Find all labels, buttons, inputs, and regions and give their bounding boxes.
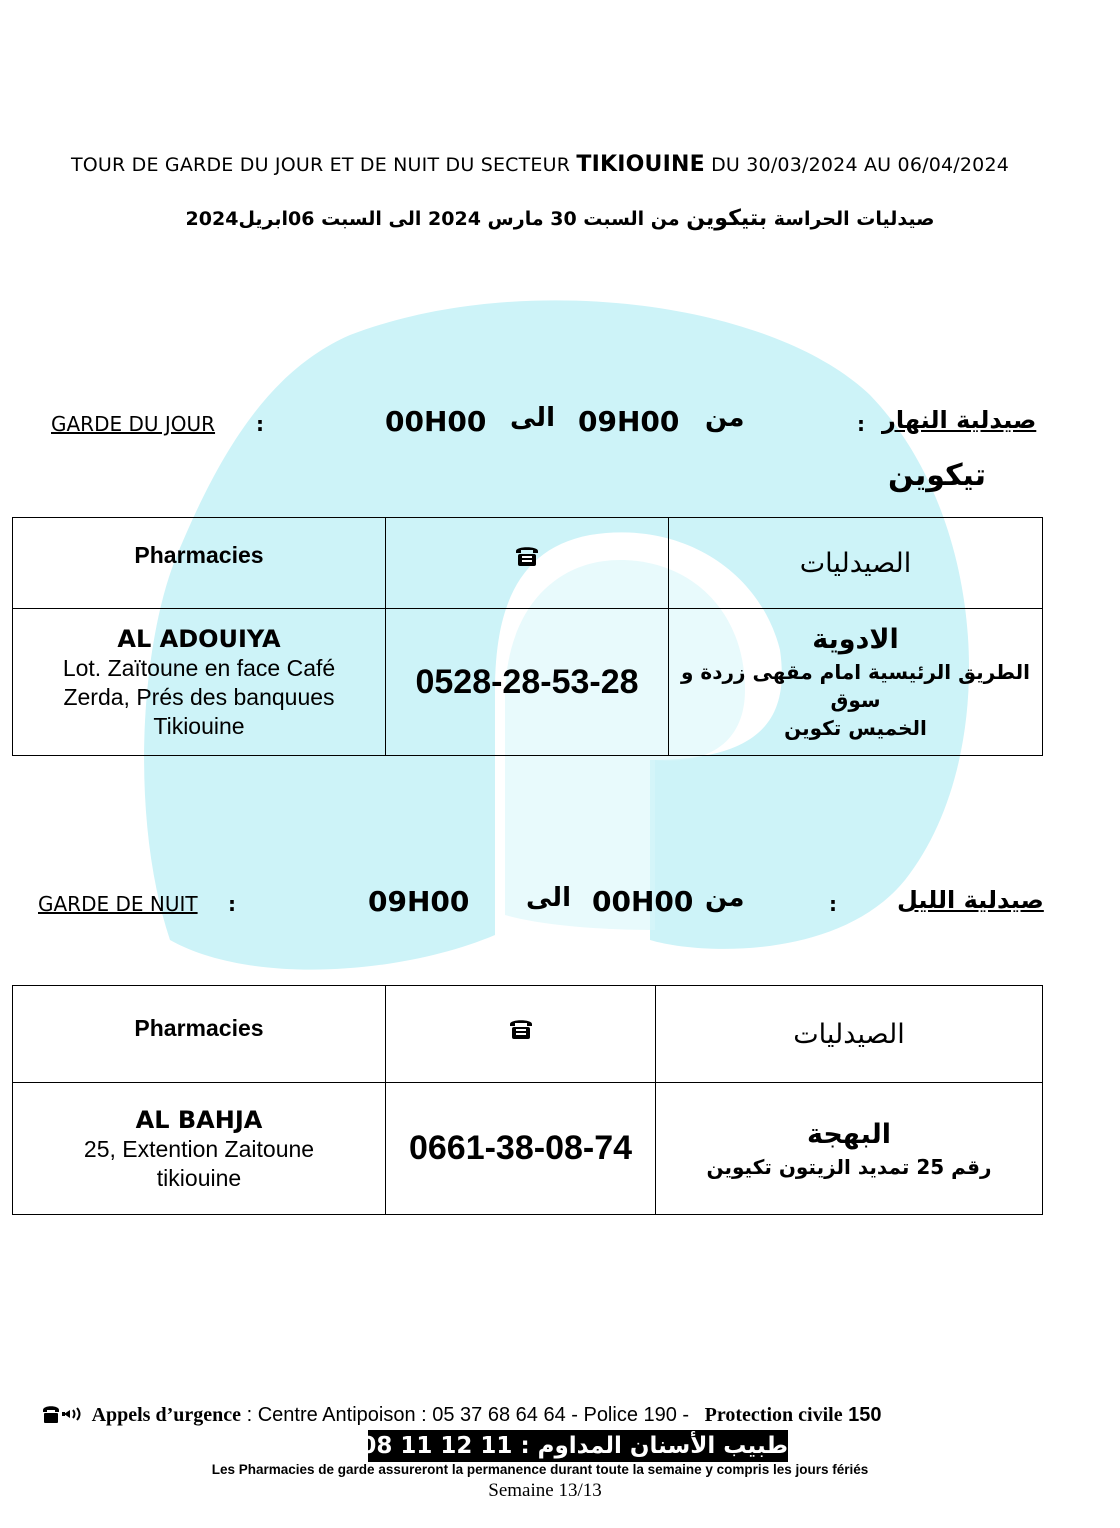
table-header-row bbox=[13, 518, 1043, 609]
night-guard-label-arabic: صيدلية الليل bbox=[897, 886, 1044, 914]
pharmacy-phone: 0661-38-08-74 bbox=[408, 1129, 633, 1167]
table-header-row bbox=[13, 986, 1043, 1083]
sector-name-arabic: بتيكوين bbox=[686, 206, 768, 231]
pharmacy-address-line: Tikiouine bbox=[153, 712, 245, 739]
day-pharmacy-table bbox=[12, 517, 1043, 756]
column-header-pharmacies: Pharmacies bbox=[13, 518, 386, 609]
column-header-pharmacies: Pharmacies bbox=[13, 986, 386, 1083]
day-town-arabic: تيكوين bbox=[888, 458, 987, 493]
column-header-phone bbox=[386, 986, 656, 1083]
table-row bbox=[13, 1083, 1043, 1215]
night-colon-left: : bbox=[228, 892, 236, 916]
pharmacy-phone-cell bbox=[386, 1083, 656, 1215]
title-french: TOUR DE GARDE DU JOUR ET DE NUIT DU SECTEUR TIKIOUINE DU 30/03/2024 AU 06/04/2024 bbox=[70, 152, 1010, 177]
pharmacy-phone: 0528-28-53-28 bbox=[415, 662, 639, 701]
civil-protection-label: Protection civile bbox=[704, 1404, 843, 1426]
day-guard-label-arabic: صيدلية النهار bbox=[882, 406, 1037, 434]
emergency-phone-icon bbox=[42, 1404, 86, 1424]
table-row bbox=[13, 609, 1043, 756]
pharmacy-name-arabic: البهجة bbox=[806, 1118, 892, 1150]
night-from-hour: 00H00 bbox=[592, 885, 694, 918]
day-colon-left: : bbox=[256, 412, 264, 436]
phone-icon bbox=[514, 542, 540, 568]
day-colon-right: : bbox=[857, 412, 865, 436]
pharmacy-phone-cell bbox=[386, 609, 669, 756]
night-to-hour: 09H00 bbox=[368, 885, 470, 918]
night-guard-label: GARDE DE NUIT bbox=[38, 892, 198, 916]
night-pharmacy-table bbox=[12, 985, 1043, 1215]
pharmacy-address-line: tikiouine bbox=[156, 1164, 242, 1191]
emergency-calls-line bbox=[42, 1404, 882, 1427]
pharmacy-address-line: 25, Extention Zaitoune bbox=[83, 1135, 315, 1162]
pharmacy-name: AL ADOUIYA bbox=[117, 624, 281, 653]
pharmacy-name-arabic: الادوية bbox=[812, 624, 899, 655]
phone-icon bbox=[508, 1015, 534, 1041]
day-from-word: من bbox=[705, 403, 745, 433]
pharmacy-arabic-cell bbox=[669, 609, 1043, 756]
footer-note: Les Pharmacies de garde assureront la permanence durant toute la semaine y compris les jours fériés bbox=[211, 1462, 869, 1477]
column-header-phone bbox=[386, 518, 669, 609]
emergency-numbers: : Centre Antipoison : 05 37 68 64 64 - Police 190 - bbox=[246, 1404, 690, 1426]
title-arabic: صيدليات الحراسة بتيكوين من السبت 30 مارس 2024 الى السبت 06ابريل2024 bbox=[185, 206, 935, 231]
emergency-calls-label: Appels d’urgence bbox=[91, 1404, 242, 1426]
pharmacy-address-arabic: الخميس تكوين bbox=[784, 716, 927, 740]
day-to-word: الى bbox=[510, 403, 555, 433]
column-header-pharmacies-arabic: الصيدليات bbox=[669, 518, 1043, 609]
night-from-word: من bbox=[705, 883, 745, 913]
day-guard-label: GARDE DU JOUR bbox=[51, 412, 216, 436]
day-to-hour: 00H00 bbox=[385, 405, 487, 438]
night-colon-right: : bbox=[829, 892, 837, 916]
pharmacy-name: AL BAHJA bbox=[135, 1105, 263, 1134]
column-header-pharmacies-arabic: الصيدليات bbox=[656, 986, 1043, 1083]
pharmacy-address-arabic: الطريق الرئيسية امام مقهى زردة و سوق bbox=[681, 660, 1030, 712]
pharmacy-address-arabic: رقم 25 تمديد الزيتون تكيوين bbox=[706, 1154, 992, 1179]
pharmacy-arabic-cell bbox=[656, 1083, 1043, 1215]
dentist-on-duty-banner: طبيب الأسنان المداوم : 11 12 11 08 06 bbox=[368, 1430, 788, 1462]
pharmacy-address-line: Zerda, Prés des banquues bbox=[63, 683, 335, 710]
sector-name: TIKIOUINE bbox=[576, 152, 705, 177]
week-indicator: Semaine 13/13 bbox=[488, 1480, 602, 1501]
civil-protection-number: 150 bbox=[848, 1404, 882, 1426]
pharmacy-address-line: Lot. Zaïtoune en face Café bbox=[62, 654, 336, 681]
pharmacy-french-cell bbox=[13, 1083, 386, 1215]
pharmacy-french-cell bbox=[13, 609, 386, 756]
night-to-word: الى bbox=[526, 883, 571, 913]
day-from-hour: 09H00 bbox=[578, 405, 680, 438]
